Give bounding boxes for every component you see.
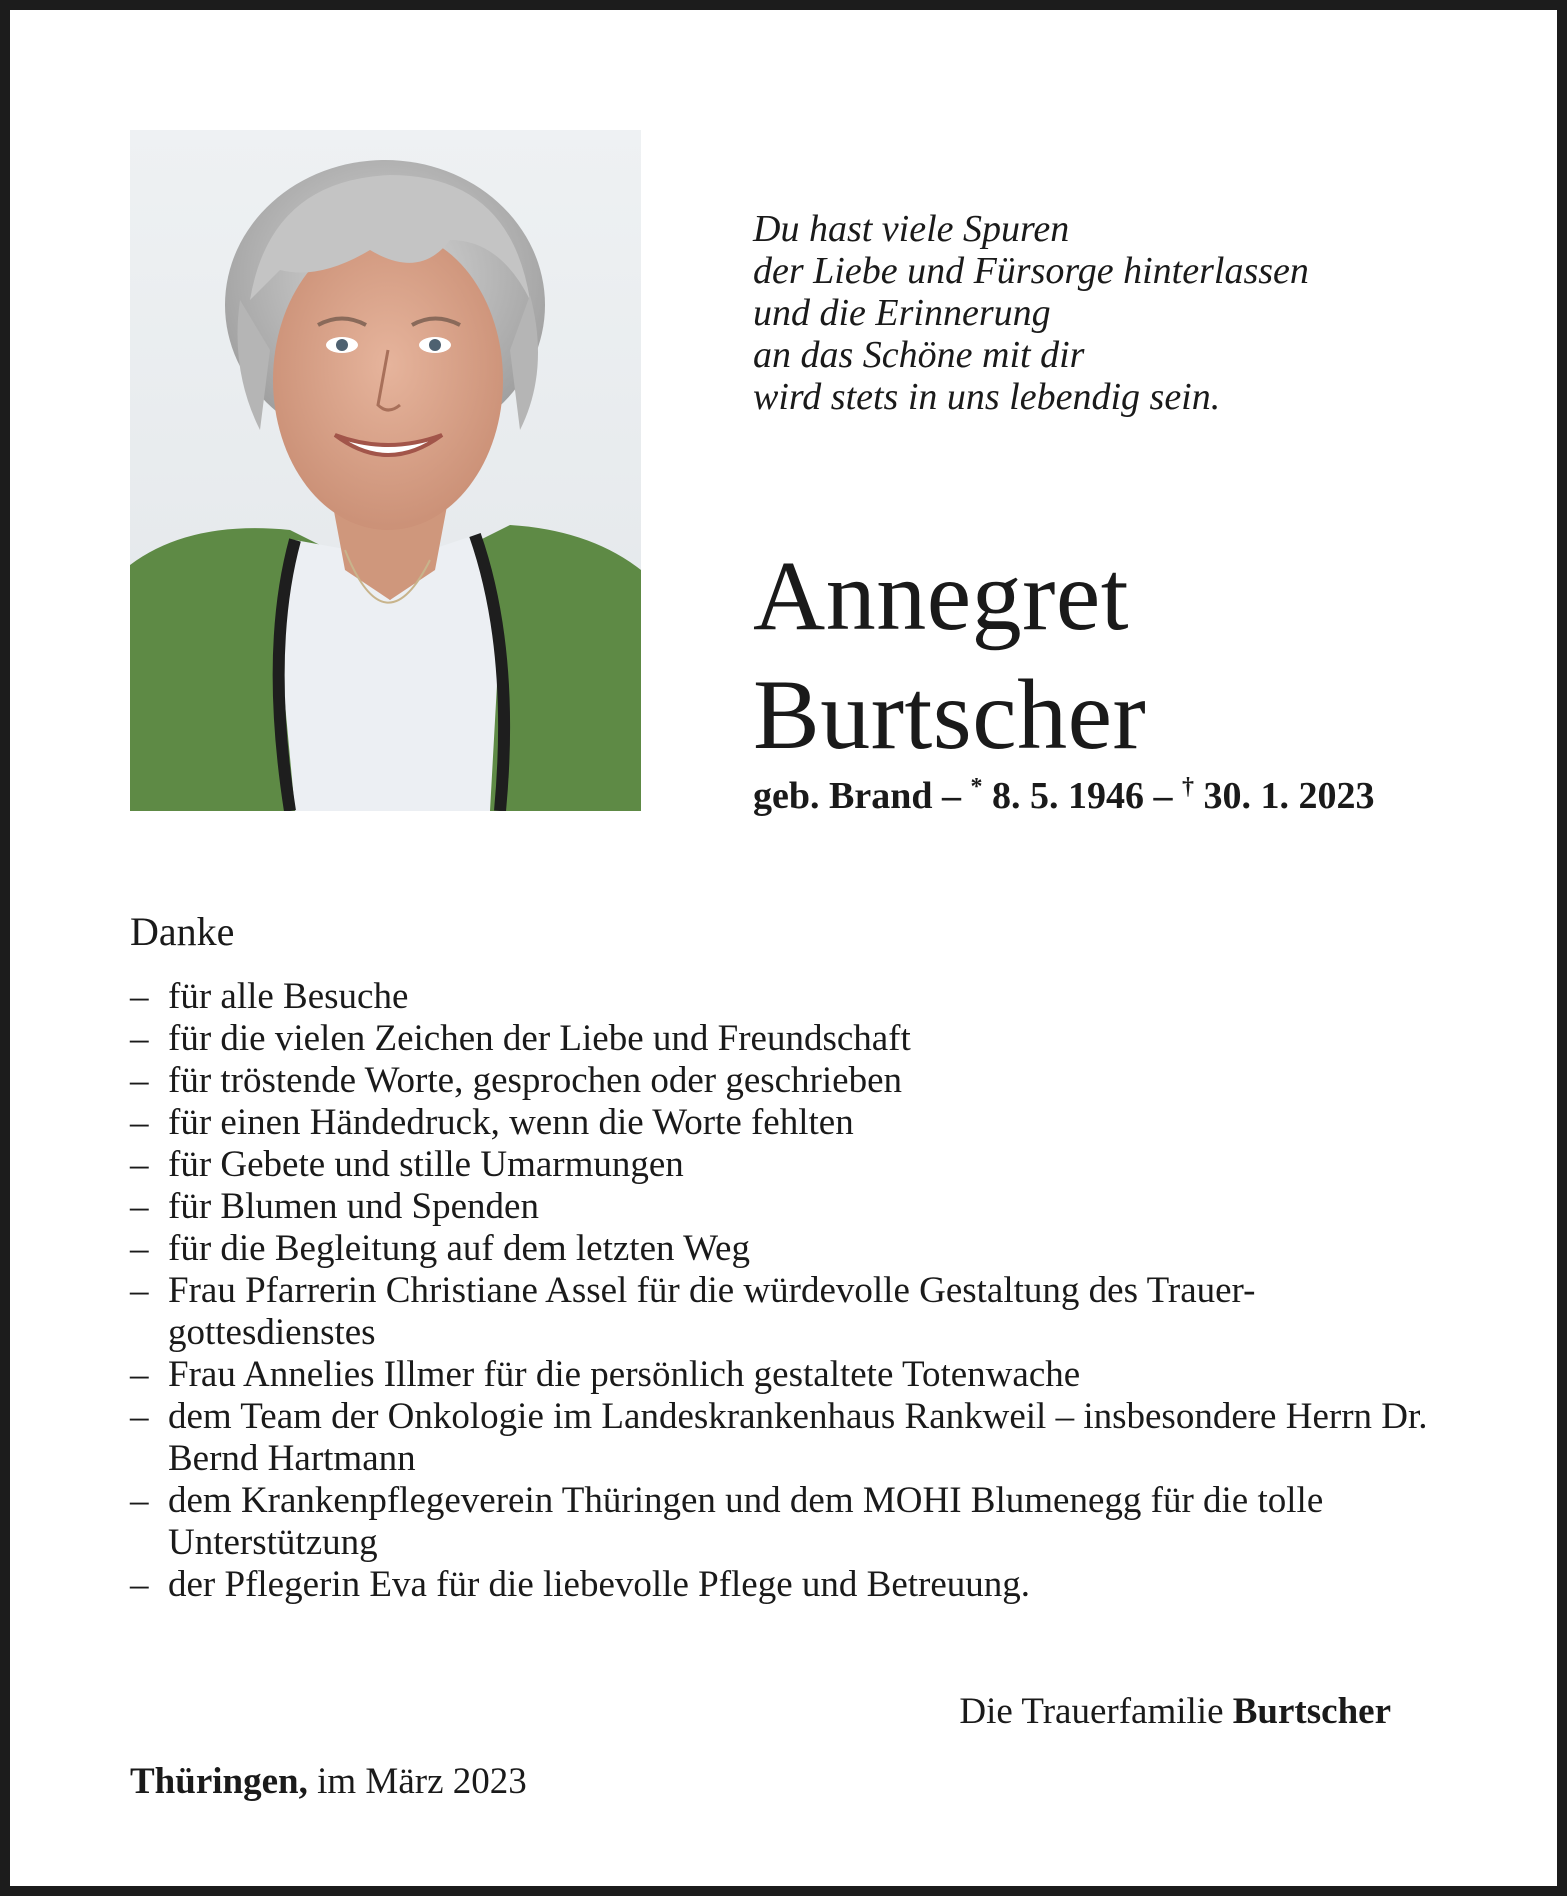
list-item <box>130 1186 1470 1228</box>
last-name: Burtscher <box>753 659 1147 770</box>
dash: – <box>130 1144 149 1185</box>
dash: – <box>130 1018 149 1059</box>
dash: – <box>130 1396 149 1437</box>
list-item-text: für Gebete und stille Umarmungen <box>168 1144 684 1185</box>
dash: – <box>130 1228 149 1269</box>
dash: – <box>130 1060 149 1101</box>
birth-name: geb. Brand <box>753 775 933 817</box>
list-item-text: für alle Besuche <box>168 976 409 1017</box>
dash: – <box>130 1270 149 1311</box>
list-item-text: dem Team der Onkologie im Landeskrankenhaus Rankweil – insbesondere Herrn Dr. Bernd Hartmann <box>168 1396 1428 1479</box>
dash: – <box>130 1102 149 1143</box>
poem-line: der Liebe und Fürsorge hinterlassen <box>753 250 1309 292</box>
list-item <box>130 976 1470 1018</box>
death-symbol: † <box>1181 774 1194 800</box>
list-item-text: für die Begleitung auf dem letzten Weg <box>168 1228 750 1269</box>
separator: – <box>941 775 971 817</box>
list-item-text: Frau Pfarrerin Christiane Assel für die würdevolle Gestaltung des Trauer- gottesdienstes <box>168 1270 1256 1353</box>
death-date: 30. 1. 2023 <box>1203 775 1375 817</box>
list-item <box>130 1480 1470 1564</box>
list-item <box>130 1060 1470 1102</box>
life-dates <box>753 774 1374 818</box>
poem-line: und die Erinnerung <box>753 292 1051 334</box>
poem-line: wird stets in uns lebendig sein. <box>753 376 1221 418</box>
poem-line: an das Schöne mit dir <box>753 334 1085 376</box>
dash: – <box>130 1564 149 1605</box>
list-item <box>130 1018 1470 1060</box>
poem-line: Du hast viele Spuren <box>753 208 1070 250</box>
memorial-poem <box>753 208 1309 418</box>
list-item-text: der Pflegerin Eva für die liebevolle Pflege und Betreuung. <box>168 1564 1031 1605</box>
deceased-name <box>753 536 1146 774</box>
list-item <box>130 1228 1470 1270</box>
portrait-photo <box>130 130 641 811</box>
thanks-heading: Danke <box>130 909 235 954</box>
first-name: Annegret <box>753 540 1130 651</box>
birth-symbol: * <box>970 774 983 800</box>
signature-prefix: Die Trauerfamilie <box>959 1691 1224 1732</box>
dash: – <box>130 1186 149 1227</box>
signature-family: Burtscher <box>1232 1691 1391 1732</box>
thanks-list <box>130 976 1470 1606</box>
list-item-text: für einen Händedruck, wenn die Worte fehlten <box>168 1102 854 1143</box>
list-item-text: Frau Annelies Illmer für die persönlich gestaltete Totenwache <box>168 1354 1081 1395</box>
dash: – <box>130 1480 149 1521</box>
birth-date: 8. 5. 1946 <box>991 775 1144 817</box>
dash: – <box>130 976 149 1017</box>
dash: – <box>130 1354 149 1395</box>
place-date: im März 2023 <box>317 1761 527 1802</box>
family-signature <box>959 1690 1391 1733</box>
list-item-text: dem Krankenpflegeverein Thüringen und dem MOHI Blumenegg für die tolle Unterstützung <box>168 1480 1324 1563</box>
list-item <box>130 1102 1470 1144</box>
list-item <box>130 1144 1470 1186</box>
list-item <box>130 1396 1470 1480</box>
list-item-text: für die vielen Zeichen der Liebe und Freundschaft <box>168 1018 911 1059</box>
list-item <box>130 1354 1470 1396</box>
list-item-text: für tröstende Worte, gesprochen oder geschrieben <box>168 1060 903 1101</box>
list-item-text: für Blumen und Spenden <box>168 1186 539 1227</box>
place-and-date <box>130 1760 527 1803</box>
place-town: Thüringen, <box>130 1761 308 1802</box>
separator: – <box>1153 775 1182 817</box>
list-item <box>130 1270 1470 1354</box>
list-item <box>130 1564 1470 1606</box>
